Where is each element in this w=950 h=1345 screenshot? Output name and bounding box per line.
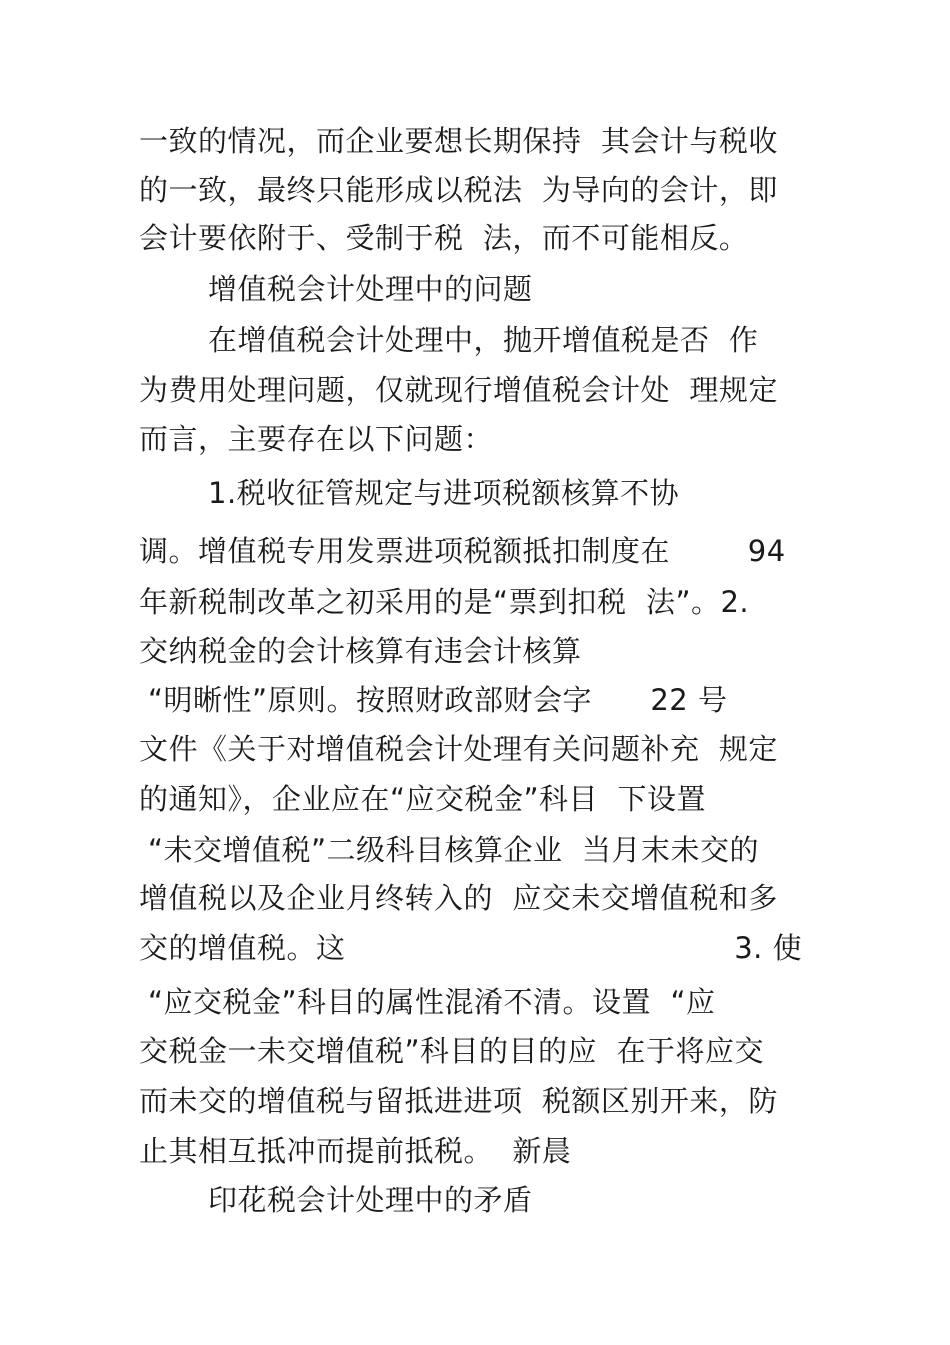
paragraph-line: 止其相互抵冲而提前抵税。 新晨 xyxy=(139,1134,572,1168)
paragraph-line: 而未交的增值税与留抵进进项 税额区别开来，防 xyxy=(139,1084,778,1118)
paragraph-line: “明晰性”原则。按照财政部财会字 22 号 xyxy=(148,683,728,717)
paragraph-line: 一致的情况，而企业要想长期保持 其会计与税收 xyxy=(139,124,778,158)
paragraph-line: 交的增值税。这 3. 使 xyxy=(139,931,803,965)
paragraph-line: 交税金一未交增值税”科目的目的应 在于将应交 xyxy=(139,1034,764,1068)
paragraph-line: 而言，主要存在以下问题： xyxy=(139,422,494,456)
paragraph-line: 年新税制改革之初采用的是“票到扣税 法”。2. xyxy=(139,585,750,619)
paragraph-line: 为费用处理问题，仅就现行增值税会计处 理规定 xyxy=(139,373,778,407)
paragraph-line: 的通知》，企业应在“应交税金”科目 下设置 xyxy=(139,782,706,816)
paragraph-line: 会计要依附于、受制于税 法，而不可能相反。 xyxy=(139,221,749,255)
paragraph-line: “应交税金”科目的属性混淆不清。设置 “应 xyxy=(148,985,716,1019)
list-item-line: 1.税收征管规定与进项税额核算不协 xyxy=(208,476,680,510)
paragraph-line: 交纳税金的会计核算有违会计核算 xyxy=(139,634,582,668)
paragraph-line: “未交增值税”二级科目核算企业 当月末未交的 xyxy=(148,833,759,867)
section-heading: 印花税会计处理中的矛盾 xyxy=(208,1183,533,1217)
paragraph-line: 的一致，最终只能形成以税法 为导向的会计，即 xyxy=(139,173,778,207)
paragraph-line: 在增值税会计处理中，抛开增值税是否 作 xyxy=(208,323,759,357)
section-heading: 增值税会计处理中的问题 xyxy=(208,272,533,306)
paragraph-line: 文件《关于对增值税会计处理有关问题补充 规定 xyxy=(139,732,778,766)
paragraph-line: 增值税以及企业月终转入的 应交未交增值税和多 xyxy=(139,881,778,915)
paragraph-line: 调。增值税专用发票进项税额抵扣制度在 94 xyxy=(139,534,786,568)
